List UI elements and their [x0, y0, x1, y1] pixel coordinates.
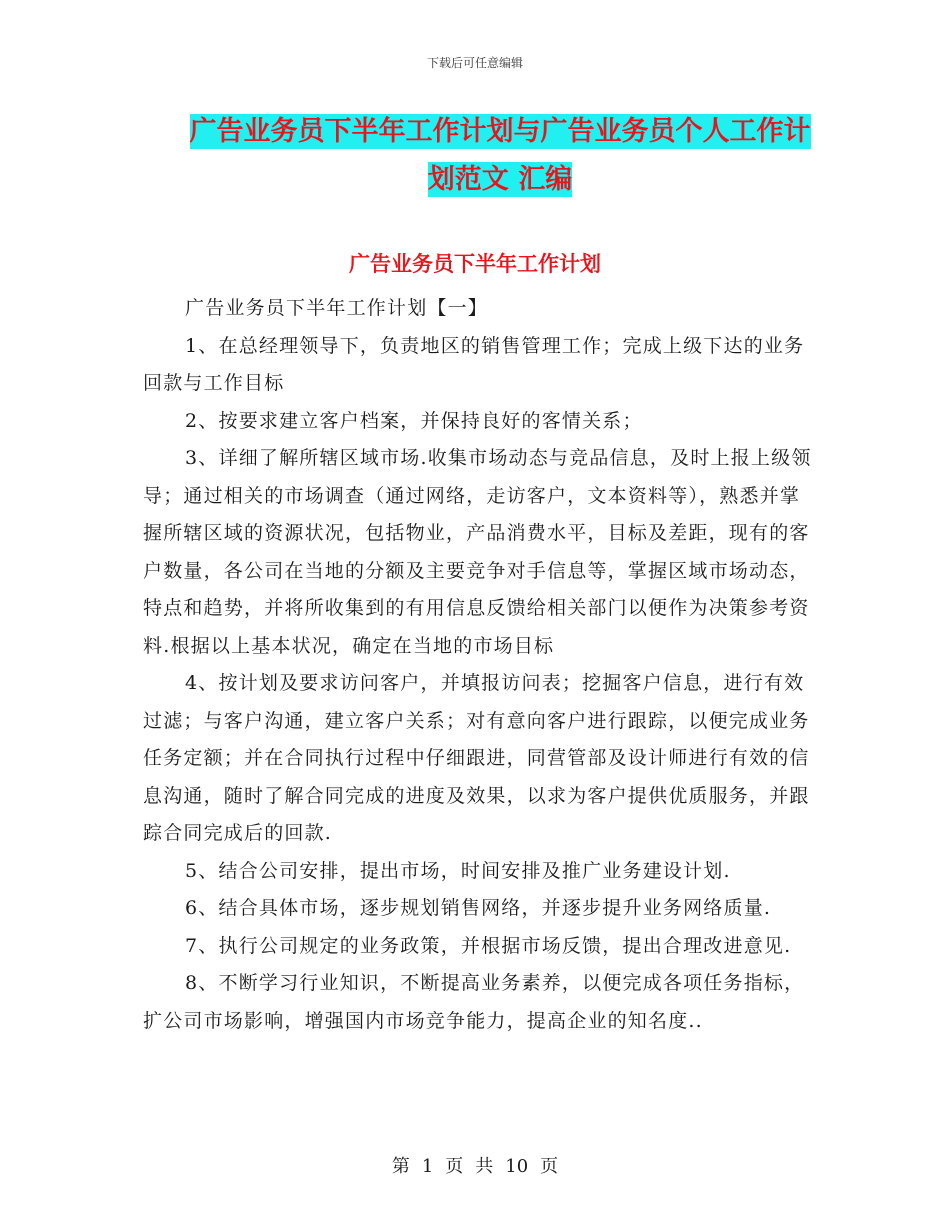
footer-total-unit: 页 [540, 1156, 559, 1177]
footer-page-unit: 页 [445, 1156, 464, 1177]
document-title [150, 108, 850, 204]
document-title-line-1: 广告业务员下半年工作计划与广告业务员个人工作计 [189, 116, 811, 147]
paragraph-item-8: 8、不断学习行业知识，不断提高业务素养，以便完成各项任务指标，扩公司市场影响，增强国内市场竞争能力，提高企业的知名度.. [143, 972, 805, 1032]
paragraph-item-7: 7、执行公司规定的业务政策，并根据市场反馈，提出合理改进意见. [185, 934, 792, 957]
paragraph-item-6: 6、结合具体市场，逐步规划销售网络，并逐步提升业务网络质量. [185, 897, 772, 919]
footer-total-pages: 10 [505, 1156, 529, 1177]
footer-page-label: 第 [391, 1156, 410, 1177]
paragraph-item-3: 3、详细了解所辖区域市场.收集市场动态与竞品信息，及时上报上级领导；通过相关的市场调查（通过网络，走访客户，文本资料等），熟悉并掌握所辖区域的资源状况，包括物业，产品消费水平，目标及差距，现有的客户数量，各公司在当地的分额及主要竞争对手信息等，掌握区域市场动态，特点和趋势，并将所收集到的有用信息反馈给相关部门以便作为决策参考资料.根据以上基本状况，确定在当地的市场目标 [143, 447, 812, 657]
footer-total-label: 共 [475, 1156, 494, 1177]
header-note: 下载后可任意编辑 [426, 56, 523, 70]
footer-page-number: 1 [421, 1156, 434, 1177]
paragraph-item-1: 1、在总经理领导下，负责地区的销售管理工作；完成上级下达的业务回款与工作目标 [143, 334, 805, 394]
paragraph-item-2: 2、按要求建立客户档案，并保持良好的客情关系； [185, 409, 643, 432]
section-title: 广告业务员下半年工作计划 [349, 252, 601, 276]
paragraph-item-5: 5、结合公司安排，提出市场，时间安排及推广业务建设计划. [185, 859, 731, 882]
document-body [143, 290, 815, 1040]
paragraph-heading: 广告业务员下半年工作计划【一】 [185, 297, 489, 319]
page-footer [0, 1152, 950, 1178]
paragraph-item-4: 4、按计划及要求访问客户，并填报访问表；挖掘客户信息，进行有效过滤；与客户沟通，建立客户关系；对有意向客户进行跟踪，以便完成业务任务定额；并在合同执行过程中仔细跟进，同营管部及设计师进行有效的信息沟通，随时了解合同完成的进度及效果，以求为客户提供优质服务，并跟踪合同完成后的回款. [143, 672, 810, 844]
document-title-line-2: 划范文 汇编 [427, 164, 573, 195]
